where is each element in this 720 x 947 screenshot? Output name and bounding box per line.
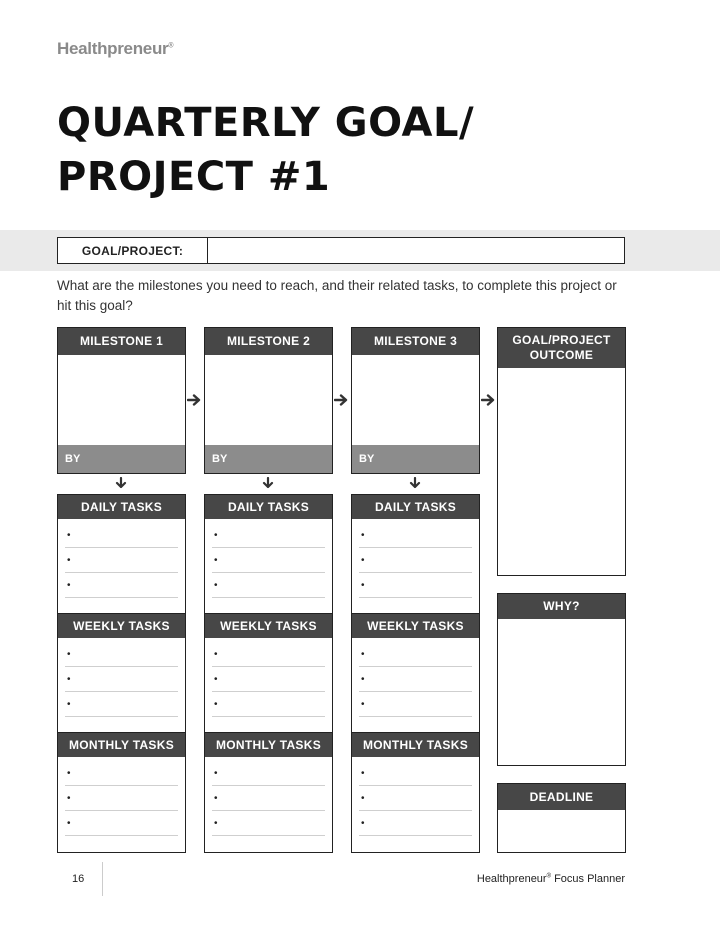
- weekly-tasks-list: [205, 638, 332, 717]
- milestone-1-by[interactable]: BY: [58, 445, 185, 473]
- task-line[interactable]: •: [212, 573, 325, 598]
- task-line[interactable]: •: [359, 692, 472, 717]
- task-line[interactable]: •: [212, 523, 325, 548]
- monthly-tasks-section: [205, 733, 332, 852]
- daily-tasks-header: DAILY TASKS: [58, 495, 185, 519]
- task-line[interactable]: •: [212, 786, 325, 811]
- arrow-right-icon: [481, 393, 495, 407]
- monthly-tasks-header: MONTHLY TASKS: [205, 733, 332, 757]
- weekly-tasks-header: WEEKLY TASKS: [352, 614, 479, 638]
- daily-tasks-header: DAILY TASKS: [352, 495, 479, 519]
- task-line[interactable]: •: [65, 523, 178, 548]
- milestone-3-header: MILESTONE 3: [352, 328, 479, 355]
- task-line[interactable]: •: [212, 642, 325, 667]
- page-title-line-2: PROJECT #1: [57, 154, 331, 200]
- milestone-2-box: [204, 327, 333, 474]
- task-line[interactable]: •: [359, 642, 472, 667]
- page-title-line-1: QUARTERLY GOAL/: [57, 100, 475, 146]
- milestone-3-by[interactable]: BY: [352, 445, 479, 473]
- why-input[interactable]: [498, 619, 625, 764]
- goal-project-input[interactable]: [208, 238, 624, 263]
- task-line[interactable]: •: [65, 786, 178, 811]
- goal-outcome-box: [497, 327, 626, 576]
- weekly-tasks-section: [58, 614, 185, 733]
- daily-tasks-list: [58, 519, 185, 598]
- daily-tasks-section: [58, 495, 185, 614]
- task-line[interactable]: •: [212, 811, 325, 836]
- deadline-input[interactable]: [498, 810, 625, 851]
- task-line[interactable]: •: [359, 761, 472, 786]
- weekly-tasks-list: [352, 638, 479, 717]
- task-line[interactable]: •: [359, 548, 472, 573]
- why-header: WHY?: [498, 594, 625, 619]
- arrow-right-icon: [187, 393, 201, 407]
- task-line[interactable]: •: [65, 692, 178, 717]
- footer-registered-mark: ®: [546, 873, 552, 880]
- weekly-tasks-section: [352, 614, 479, 733]
- monthly-tasks-list: [58, 757, 185, 836]
- footer-brand: Healthpreneur: [476, 873, 547, 885]
- task-line[interactable]: •: [359, 667, 472, 692]
- brand-name: Healthpreneur: [57, 39, 169, 58]
- arrow-down-icon: [115, 477, 127, 489]
- monthly-tasks-header: MONTHLY TASKS: [352, 733, 479, 757]
- milestone-2-by[interactable]: BY: [205, 445, 332, 473]
- arrow-down-icon: [262, 477, 274, 489]
- milestone-1-input[interactable]: [58, 355, 185, 446]
- milestones-question: What are the milestones you need to reach, and their related tasks, to complete this project or hit this goal?: [57, 278, 617, 313]
- deadline-header: DEADLINE: [498, 784, 625, 810]
- task-line[interactable]: •: [212, 548, 325, 573]
- task-line[interactable]: •: [212, 761, 325, 786]
- monthly-tasks-section: [352, 733, 479, 852]
- weekly-tasks-header: WEEKLY TASKS: [205, 614, 332, 638]
- milestone-3-box: [351, 327, 480, 474]
- weekly-tasks-section: [205, 614, 332, 733]
- footer-title-text: Focus Planner: [551, 873, 625, 885]
- milestone-2-header: MILESTONE 2: [205, 328, 332, 355]
- task-line[interactable]: •: [65, 642, 178, 667]
- task-line[interactable]: •: [359, 573, 472, 598]
- arrow-down-icon: [409, 477, 421, 489]
- milestone-3-input[interactable]: [352, 355, 479, 446]
- daily-tasks-section: [205, 495, 332, 614]
- task-line[interactable]: •: [359, 523, 472, 548]
- monthly-tasks-header: MONTHLY TASKS: [58, 733, 185, 757]
- brand-logo: [57, 39, 173, 59]
- task-line[interactable]: •: [65, 667, 178, 692]
- goal-outcome-input[interactable]: [498, 368, 625, 574]
- monthly-tasks-section: [58, 733, 185, 852]
- task-line[interactable]: •: [212, 667, 325, 692]
- monthly-tasks-list: [352, 757, 479, 836]
- deadline-box: [497, 783, 626, 853]
- monthly-tasks-list: [205, 757, 332, 836]
- task-line[interactable]: •: [359, 786, 472, 811]
- footer-divider: [102, 862, 103, 896]
- daily-tasks-header: DAILY TASKS: [205, 495, 332, 519]
- footer-planner-title: [477, 873, 625, 885]
- milestone-1-tasks: [57, 494, 186, 853]
- milestone-3-tasks: [351, 494, 480, 853]
- arrow-right-icon: [334, 393, 348, 407]
- weekly-tasks-list: [58, 638, 185, 717]
- milestone-2-tasks: [204, 494, 333, 853]
- goal-project-field: [57, 237, 625, 264]
- daily-tasks-list: [205, 519, 332, 598]
- brand-registered-mark: ®: [168, 42, 174, 50]
- task-line[interactable]: •: [65, 548, 178, 573]
- goal-outcome-header: GOAL/PROJECT OUTCOME: [498, 328, 625, 368]
- task-line[interactable]: •: [65, 811, 178, 836]
- why-box: [497, 593, 626, 766]
- milestone-1-box: [57, 327, 186, 474]
- task-line[interactable]: •: [65, 761, 178, 786]
- task-line[interactable]: •: [212, 692, 325, 717]
- weekly-tasks-header: WEEKLY TASKS: [58, 614, 185, 638]
- milestone-1-header: MILESTONE 1: [58, 328, 185, 355]
- task-line[interactable]: •: [359, 811, 472, 836]
- page-title: [57, 96, 657, 204]
- task-line[interactable]: •: [65, 573, 178, 598]
- goal-project-label: GOAL/PROJECT:: [58, 238, 208, 263]
- page-number: 16: [72, 873, 85, 885]
- daily-tasks-section: [352, 495, 479, 614]
- daily-tasks-list: [352, 519, 479, 598]
- milestone-2-input[interactable]: [205, 355, 332, 446]
